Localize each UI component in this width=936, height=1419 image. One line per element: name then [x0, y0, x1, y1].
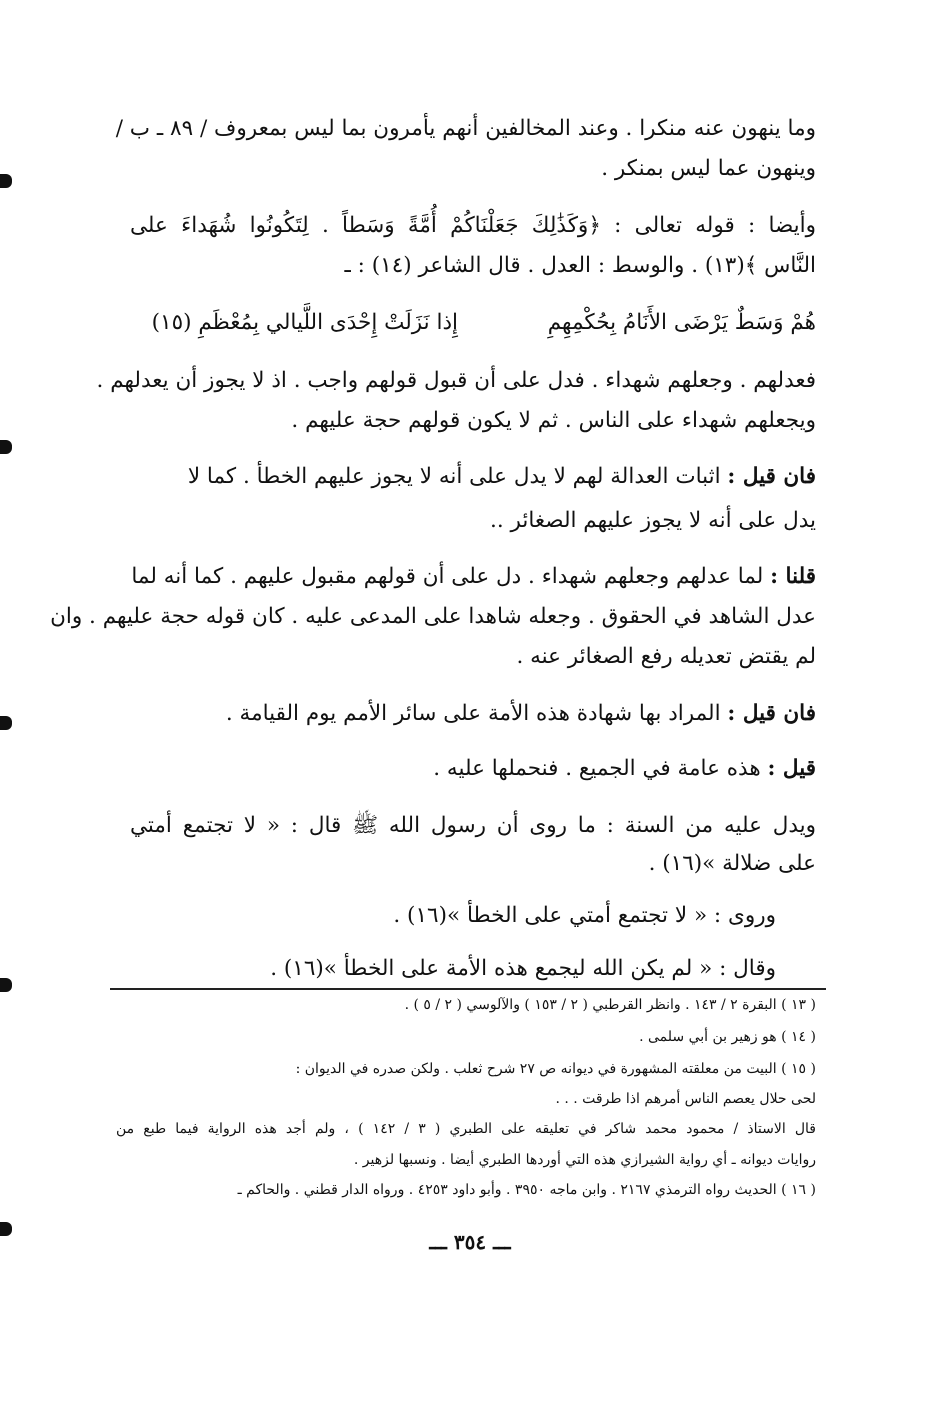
paragraph-1-line-2: وينهون عما ليس بمنكر .	[601, 156, 816, 181]
paragraph-3-line-1: فعدلهم . وجعلهم شهداء . فدل على أن قبول قولهم واجب . اذ لا يجوز أن يعدلهم .	[96, 368, 816, 393]
paragraph-2-line-1: وأيضا : قوله تعالى : ﴿وَكَذَٰلِكَ جَعَلْنَاكُمْ أُمَّةً وَسَطاً . لِتَكُونُوا شُهَداءَ على	[130, 213, 816, 238]
paragraph-5-text: لما عدلهم وجعلهم شهداء . دل على أن قولهم مقبول عليهم . كما أنه لما	[131, 564, 764, 589]
objection-keyword: فان قيل :	[727, 701, 816, 726]
paragraph-6-text: المراد بها شهادة هذه الأمة على سائر الأمم يوم القيامة .	[225, 701, 721, 726]
paragraph-3-line-2: ويجعلهم شهداء على الناس . ثم لا يكون قولهم حجة عليهم .	[291, 408, 816, 433]
page-number: ـــ ٣٥٤ ـــ	[429, 1230, 511, 1254]
paragraph-7-text: هذه عامة في الجميع . فنحملها عليه .	[433, 756, 761, 781]
paragraph-9-line-1: وروى : « لا تجتمع أمتي على الخطأ »(١٦) .	[393, 903, 776, 928]
paragraph-8-line-1: ويدل عليه من السنة : ما روى أن رسول الله ﷺ قال : « لا تجتمع أمتي	[130, 813, 816, 838]
margin-mark	[0, 1222, 12, 1236]
footnote-14: ( ١٤ ) هو زهير بن أبي سلمى .	[639, 1029, 816, 1045]
paragraph-5-line-1	[130, 566, 816, 588]
paragraph-1-line-1: وما ينهون عنه منكرا . وعند المخالفين أنهم يأمرون بما ليس بمعروف / ٨٩ ـ ب /	[115, 116, 816, 141]
margin-mark	[0, 716, 12, 730]
margin-mark	[0, 440, 12, 454]
paragraph-4-line-1	[130, 466, 816, 488]
footnote-15-line-3: قال الاستاذ / محمود محمد شاكر في تعليقه على الطبري ( ٣ / ١٤٢ ) ، ولم أجد هذه الرواية فيما طبع من	[116, 1121, 816, 1137]
verse-first-hemistich: هُمْ وَسَطٌ يَرْضَى الأَنَامُ بِحُكْمِهِمِ	[547, 310, 816, 335]
reply-keyword: قيل :	[767, 756, 816, 781]
footnote-15-line-2: لحى حلال يعصم الناس أمرهم اذا طرقت . . .	[555, 1091, 816, 1107]
margin-mark	[0, 978, 12, 992]
paragraph-7-line-1	[130, 758, 816, 780]
margin-mark	[0, 174, 12, 188]
paragraph-5-line-2: عدل الشاهد في الحقوق . وجعله شاهدا على المدعى عليه . كان قوله حجة عليهم . وان	[50, 604, 816, 629]
footnote-separator	[110, 988, 826, 990]
paragraph-8-line-2: على ضلالة »(١٦) .	[648, 851, 816, 876]
paragraph-5-line-3: لم يقتض تعديله رفع الصغائر عنه .	[516, 644, 816, 669]
reply-keyword: قلنا :	[770, 564, 816, 589]
footnote-15-line-4: روايات ديوانه ـ أي رواية الشيرازي هذه التي أوردها الطبري أيضا . ونسبها لزهير .	[353, 1152, 816, 1168]
footnote-16: ( ١٦ ) الحديث رواه الترمذي ٢١٦٧ . وابن ماجه ٣٩٥٠ . وأبو داود ٤٢٥٣ . ورواه الدار قطني . والحاكم ـ	[237, 1182, 816, 1198]
paragraph-4-line-2: يدل على أنه لا يجوز عليهم الصغائر ..	[490, 508, 816, 533]
objection-keyword: فان قيل :	[727, 464, 816, 489]
paragraph-2-line-2: النَّاس ﴾(١٣) . والوسط : العدل . قال الشاعر (١٤) : ـ	[344, 253, 816, 278]
paragraph-4-text: اثبات العدالة لهم لا يدل على أنه لا يجوز عليهم الخطأ . كما لا	[187, 464, 721, 489]
footnote-13: ( ١٣ ) البقرة ٢ / ١٤٣ . وانظر القرطبي ( ٢ / ١٥٣ ) والآلوسي ( ٢ / ٥ ) .	[404, 997, 816, 1013]
verse-second-hemistich: إِذا نَزَلَتْ إِحْدَى اللَّيالي بِمُعْظَمِ (١٥)	[151, 310, 458, 335]
paragraph-6-line-1	[130, 703, 816, 725]
footnote-15-line-1: ( ١٥ ) البيت من معلقته المشهورة في ديوانه ص ٢٧ شرح ثعلب . ولكن صدره في الديوان :	[295, 1061, 816, 1077]
paragraph-10-line-1: وقال : « لم يكن الله ليجمع هذه الأمة على الخطأ »(١٦) .	[270, 956, 776, 981]
